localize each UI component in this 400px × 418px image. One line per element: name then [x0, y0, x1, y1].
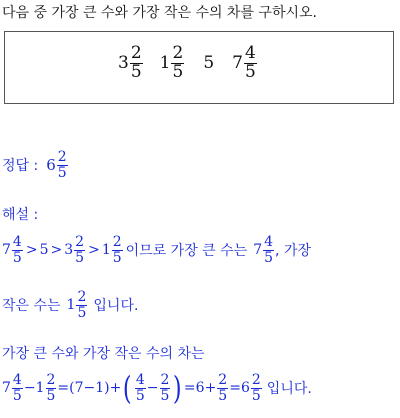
whole-part: 1 — [101, 242, 111, 259]
numerator: 2 — [75, 234, 85, 250]
whole-part: 1 — [66, 297, 76, 314]
greater-than: > — [25, 242, 38, 259]
explanation-line-3: 가장 큰 수와 가장 작은 수의 차는 — [2, 346, 205, 362]
fraction — [171, 45, 184, 82]
number-list — [118, 45, 258, 82]
equals-sign: = — [57, 380, 70, 396]
minus-sign: − — [23, 380, 36, 396]
numerator: 2 — [251, 371, 261, 388]
fraction — [12, 235, 23, 265]
denominator: 5 — [12, 387, 22, 404]
denominator: 5 — [218, 387, 228, 404]
number: 5 — [39, 242, 49, 259]
numerator: 4 — [244, 43, 256, 63]
fraction — [46, 373, 57, 403]
greater-than: > — [88, 242, 100, 259]
numerator: 2 — [172, 43, 184, 63]
denominator: 5 — [264, 249, 274, 266]
answer-fraction — [57, 150, 68, 180]
explanation-line-4 — [2, 369, 312, 407]
denominator: 5 — [172, 61, 184, 82]
numerator: 2 — [130, 43, 142, 63]
whole-group: (7−1) — [69, 380, 110, 396]
fraction — [12, 373, 23, 403]
whole-part: 3 — [64, 242, 74, 259]
fraction — [130, 45, 143, 82]
fraction — [251, 373, 262, 403]
whole-part: 7 — [2, 380, 11, 396]
numerator: 4 — [264, 234, 274, 250]
fraction — [74, 235, 85, 265]
mixed-number-1 — [118, 45, 144, 82]
explanation-text: , 가장 — [275, 243, 311, 260]
answer-line — [2, 150, 69, 180]
explanation-line-1 — [2, 235, 311, 265]
whole-part: 7 — [232, 53, 243, 74]
right-paren: ) — [173, 369, 183, 407]
fraction — [244, 45, 257, 82]
equals-sign: = — [229, 380, 241, 396]
numerator: 2 — [46, 371, 56, 388]
fraction — [217, 373, 228, 403]
explanation-text: 입니다. — [93, 298, 139, 315]
fraction — [112, 235, 123, 265]
denominator: 5 — [46, 387, 56, 404]
numerator: 2 — [160, 371, 170, 388]
mixed-number-2 — [160, 45, 186, 82]
whole-number-3: 5 — [203, 53, 215, 74]
explanation-text: 입니다. — [266, 381, 312, 397]
denominator: 5 — [130, 61, 142, 82]
fraction — [76, 290, 87, 320]
answer-whole: 6 — [46, 156, 56, 175]
left-paren: ( — [123, 369, 132, 407]
fraction — [135, 373, 146, 403]
plus-sign: + — [109, 380, 122, 396]
whole-part: 7 — [253, 242, 263, 259]
whole-part: 1 — [159, 53, 171, 74]
greater-than: > — [50, 242, 63, 259]
fraction — [263, 235, 274, 265]
denominator: 5 — [75, 249, 85, 266]
mixed-number-4 — [232, 45, 258, 82]
denominator: 5 — [251, 387, 261, 404]
explanation-text: 작은 수는 — [2, 298, 61, 315]
explanation-text: 이므로 가장 큰 수는 — [125, 243, 248, 260]
number: 6 — [195, 380, 205, 396]
denominator: 5 — [160, 387, 170, 404]
denominator: 5 — [12, 249, 22, 266]
numerator: 4 — [12, 371, 22, 388]
explanation-line-2 — [2, 290, 138, 320]
explanation-label: 해설 : — [2, 207, 39, 223]
minus-sign: − — [146, 380, 159, 396]
denominator: 5 — [112, 249, 122, 266]
numerator: 2 — [112, 234, 122, 250]
numerator: 4 — [135, 371, 145, 388]
numerator: 2 — [218, 371, 228, 388]
denominator: 5 — [57, 164, 67, 181]
whole-part: 3 — [118, 53, 129, 74]
plus-sign: + — [204, 380, 217, 396]
numerator: 4 — [12, 234, 22, 250]
answer-label: 정답 : — [2, 158, 39, 175]
whole-part: 6 — [240, 380, 250, 396]
denominator: 5 — [244, 61, 256, 82]
numerator: 2 — [57, 149, 67, 165]
numerator: 2 — [77, 289, 87, 305]
question-text: 다음 중 가장 큰 수와 가장 작은 수의 차를 구하시오. — [2, 5, 317, 21]
equals-sign: = — [183, 380, 196, 396]
whole-part: 7 — [2, 242, 11, 259]
fraction — [160, 373, 171, 403]
denominator: 5 — [77, 304, 87, 321]
whole-part: 1 — [35, 380, 45, 396]
denominator: 5 — [135, 387, 145, 404]
